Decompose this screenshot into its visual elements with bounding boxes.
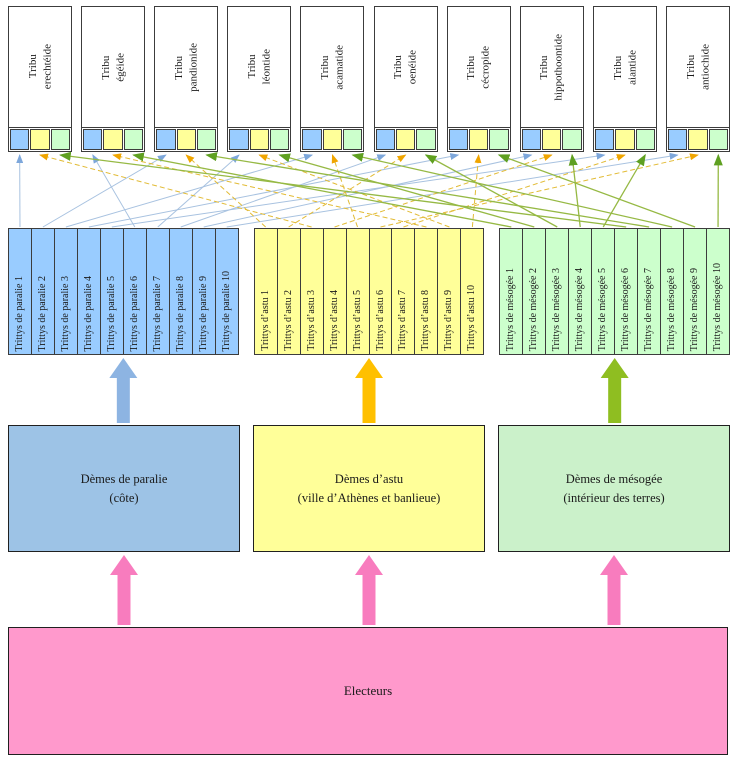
trittys-label: Trittys de mésogée 4 (574, 267, 586, 351)
tribe-label-name: hippothoontide (552, 33, 565, 101)
electors-box (8, 627, 728, 755)
tribe-cell-mesogee (124, 129, 143, 150)
trittys-mesogee-7 (637, 228, 661, 355)
tribe-label (82, 7, 144, 127)
tribe-cell-paralie (156, 129, 175, 150)
tribe-label-name: égéide (114, 52, 127, 82)
tribe-trittys-cells (301, 127, 363, 151)
tribe-trittys-cells (82, 127, 144, 151)
tribe-label (375, 7, 437, 127)
tribe-cell-paralie (376, 129, 395, 150)
tribe-label-prefix: Tribu (246, 54, 259, 80)
trittys-label: Trittys de paralie 2 (36, 275, 48, 351)
tribe-label-name: oenéide (406, 49, 419, 85)
tribe-label-name: erechtéide (41, 44, 53, 90)
tribe-cell-paralie (522, 129, 541, 150)
tribe-cell-mesogee (270, 129, 289, 150)
tribe-cell-paralie (302, 129, 321, 150)
tribe-label (667, 7, 729, 127)
trittys-paralie-2 (31, 228, 55, 355)
tribe-box-4 (227, 6, 291, 152)
tribe-cell-mesogee (416, 129, 435, 150)
trittys-label: Trittys de paralie 9 (197, 275, 209, 351)
tribe-label (301, 7, 363, 127)
tribe-trittys-cells (594, 127, 656, 151)
trittys-paralie-9 (192, 228, 216, 355)
trittys-astu-7 (391, 228, 415, 355)
trittys-label: Trittys de mésogée 8 (666, 267, 678, 351)
tribe-label-prefix: Tribu (26, 54, 39, 80)
trittys-label: Trittys de paralie 4 (82, 275, 94, 351)
trittys-label: Trittys de paralie 10 (220, 270, 232, 351)
trittys-label: Trittys d’astu 2 (282, 290, 294, 351)
trittys-group-astu (254, 228, 485, 355)
trittys-label: Trittys de paralie 5 (105, 275, 117, 351)
tribe-cell-astu (688, 129, 707, 150)
trittys-paralie-5 (100, 228, 124, 355)
demes-astu-title: Dèmes d’astu (334, 471, 404, 486)
tribe-label-prefix: Tribu (172, 54, 185, 80)
tribe-cell-mesogee (197, 129, 216, 150)
trittys-astu-2 (277, 228, 301, 355)
trittys-group-mesogee (499, 228, 730, 355)
tribe-cell-astu (542, 129, 561, 150)
trittys-paralie-8 (169, 228, 193, 355)
tribe-cell-paralie (595, 129, 614, 150)
trittys-astu-10 (460, 228, 484, 355)
trittys-mesogee-4 (568, 228, 592, 355)
tribe-trittys-cells (375, 127, 437, 151)
tribe-label-name: acamatide (333, 44, 346, 90)
demes-astu-box (253, 425, 485, 552)
trittys-label: Trittys de paralie 3 (59, 275, 71, 351)
trittys-label: Trittys d’astu 10 (466, 285, 478, 351)
tribe-box-6 (374, 6, 438, 152)
trittys-mesogee-2 (522, 228, 546, 355)
trittys-mesogee-6 (614, 228, 638, 355)
trittys-group-paralie (8, 228, 239, 355)
trittys-label: Trittys d’astu 5 (351, 290, 363, 351)
tribe-box-9 (593, 6, 657, 152)
tribe-label (594, 7, 656, 127)
tribe-label-prefix: Tribu (538, 54, 551, 80)
trittys-label: Trittys de mésogée 2 (528, 267, 540, 351)
trittys-label: Trittys de mésogée 1 (505, 267, 517, 351)
trittys-paralie-3 (54, 228, 78, 355)
tribe-label-name: léontide (260, 49, 273, 85)
tribe-trittys-cells (228, 127, 290, 151)
trittys-label: Trittys de paralie 6 (128, 275, 140, 351)
tribe-trittys-cells (155, 127, 217, 151)
trittys-label: Trittys de mésogée 6 (620, 267, 632, 351)
trittys-mesogee-8 (660, 228, 684, 355)
tribe-cell-mesogee (51, 129, 70, 150)
tribe-cell-astu (469, 129, 488, 150)
trittys-astu-5 (346, 228, 370, 355)
trittys-mesogee-9 (683, 228, 707, 355)
trittys-paralie-4 (77, 228, 101, 355)
trittys-label: Trittys de paralie 1 (13, 275, 25, 351)
tribe-cell-paralie (10, 129, 29, 150)
tribe-trittys-cells (448, 127, 510, 151)
tribe-label (448, 7, 510, 127)
trittys-mesogee-5 (591, 228, 615, 355)
tribe-cell-mesogee (489, 129, 508, 150)
tribe-label-prefix: Tribu (611, 54, 624, 80)
tribe-cell-paralie (83, 129, 102, 150)
trittys-paralie-1 (8, 228, 32, 355)
tribe-cell-paralie (668, 129, 687, 150)
demes-paralie-subtitle: (côte) (109, 490, 139, 505)
trittys-label: Trittys d’astu 9 (443, 290, 455, 351)
tribe-box-10 (666, 6, 730, 152)
tribe-box-8 (520, 6, 584, 152)
tribe-box-7 (447, 6, 511, 152)
tribe-label-name: antiochide (698, 44, 711, 90)
trittys-label: Trittys de mésogée 7 (643, 267, 655, 351)
tribe-cell-astu (396, 129, 415, 150)
trittys-astu-6 (369, 228, 393, 355)
trittys-label: Trittys d’astu 3 (305, 290, 317, 351)
tribe-label (155, 7, 217, 127)
trittys-label: Trittys de mésogée 9 (689, 267, 701, 351)
tribe-cell-astu (250, 129, 269, 150)
trittys-astu-1 (254, 228, 278, 355)
tribe-box-1 (8, 6, 72, 152)
tribe-label-name: cécropide (479, 45, 492, 89)
demes-mesogee-box (498, 425, 730, 552)
trittys-label: Trittys de mésogée 5 (597, 267, 609, 351)
tribe-box-3 (154, 6, 218, 152)
demes-mesogee-title: Dèmes de mésogée (565, 471, 663, 486)
tribe-box-2 (81, 6, 145, 152)
tribe-cell-mesogee (562, 129, 581, 150)
trittys-astu-4 (323, 228, 347, 355)
tribe-cell-paralie (449, 129, 468, 150)
tribe-cell-astu (323, 129, 342, 150)
tribe-label-prefix: Tribu (465, 54, 478, 80)
electors-label: Electeurs (343, 683, 393, 698)
trittys-label: Trittys d’astu 7 (397, 290, 409, 351)
tribe-label-prefix: Tribu (99, 54, 112, 80)
trittys-mesogee-3 (545, 228, 569, 355)
tribe-trittys-cells (667, 127, 729, 151)
trittys-paralie-10 (215, 228, 239, 355)
trittys-label: Trittys de mésogée 10 (712, 262, 724, 351)
trittys-astu-8 (414, 228, 438, 355)
tribe-cell-mesogee (709, 129, 728, 150)
trittys-mesogee-10 (706, 228, 730, 355)
trittys-label: Trittys de paralie 7 (151, 275, 163, 351)
demes-row (8, 425, 730, 552)
tribe-cell-astu (177, 129, 196, 150)
tribe-label (9, 7, 71, 127)
trittyes-row (8, 228, 730, 355)
tribe-trittys-cells (9, 127, 71, 151)
tribe-label-name: pandionide (187, 42, 200, 92)
tribe-label (228, 7, 290, 127)
tribe-label-prefix: Tribu (684, 54, 697, 80)
trittys-astu-3 (300, 228, 324, 355)
trittys-label: Trittys d’astu 6 (374, 290, 386, 351)
trittys-paralie-6 (123, 228, 147, 355)
trittys-mesogee-1 (499, 228, 523, 355)
tribe-cell-mesogee (343, 129, 362, 150)
tribe-label-prefix: Tribu (392, 54, 405, 80)
demes-mesogee-subtitle: (intérieur des terres) (563, 490, 665, 505)
tribe-cell-astu (615, 129, 634, 150)
tribe-cell-mesogee (636, 129, 655, 150)
tribe-cell-astu (30, 129, 49, 150)
tribe-label (521, 7, 583, 127)
tribe-trittys-cells (521, 127, 583, 151)
tribe-label-name: aiantide (625, 49, 638, 85)
demes-paralie-box (8, 425, 240, 552)
trittys-astu-9 (437, 228, 461, 355)
trittys-label: Trittys d’astu 1 (259, 290, 271, 351)
trittys-label: Trittys de paralie 8 (174, 275, 186, 351)
trittys-label: Trittys d’astu 8 (420, 290, 432, 351)
trittys-label: Trittys de mésogée 3 (551, 267, 563, 351)
trittys-paralie-7 (146, 228, 170, 355)
tribe-cell-paralie (229, 129, 248, 150)
tribe-cell-astu (103, 129, 122, 150)
tribe-box-5 (300, 6, 364, 152)
demes-astu-subtitle: (ville d’Athènes et banlieue) (297, 490, 441, 505)
demes-paralie-title: Dèmes de paralie (80, 471, 168, 486)
tribes-row (8, 6, 730, 152)
tribe-label-prefix: Tribu (319, 54, 332, 80)
trittys-label: Trittys d’astu 4 (328, 290, 340, 351)
